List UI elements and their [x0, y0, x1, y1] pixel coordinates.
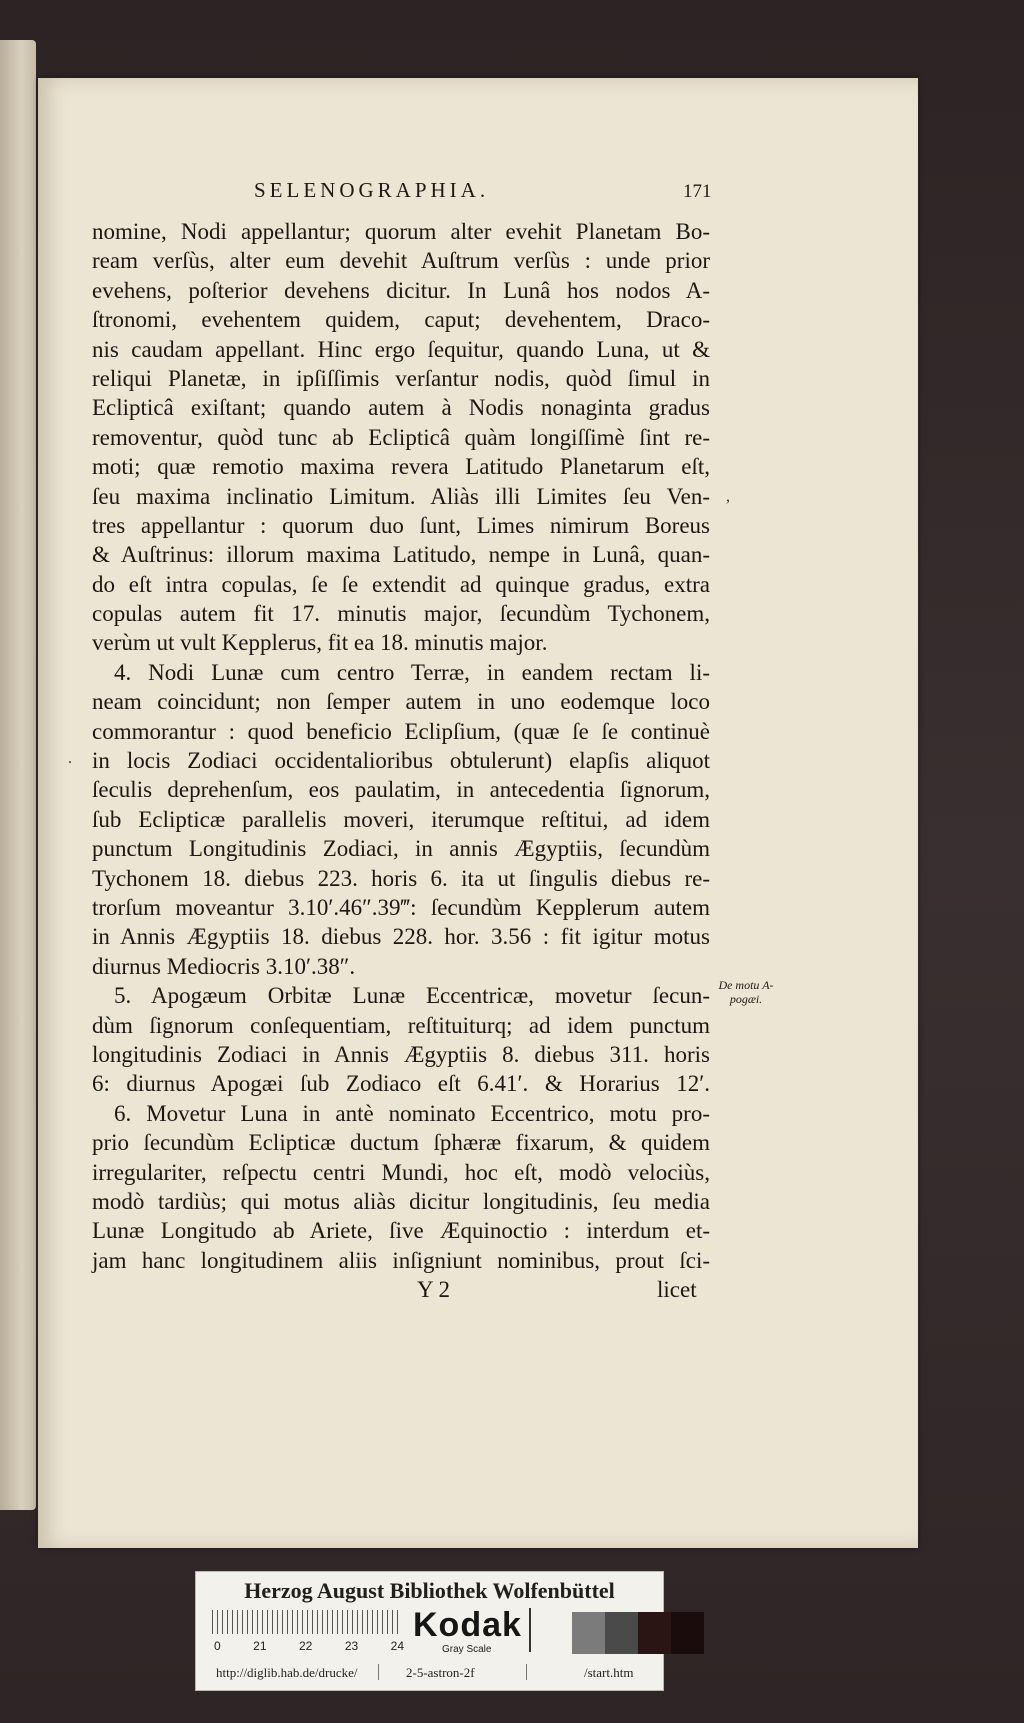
text-line: ſeculis deprehenſum, eos paulatim, in antecedentia ſignorum,: [92, 777, 710, 803]
text-line: ſeu maxima inclinatio Limitum. Aliàs illi Limites ſeu Ven-: [92, 483, 710, 509]
url-divider: [526, 1664, 527, 1680]
text-line: commorantur : quod beneficio Eclipſium, (quæ ſe ſe continuè: [92, 718, 710, 744]
text-line: Lunæ Longitudo ab Ariete, ſive Æquinoctio : interdum et-: [92, 1218, 710, 1244]
ruler-numbers: [214, 1639, 404, 1653]
kodak-logo: Kodak: [413, 1606, 522, 1644]
text-line: Eclipticâ exiſtant; quando autem à Nodis nonaginta gradus: [92, 395, 710, 421]
color-target-card: [195, 1571, 664, 1691]
text-line: evehens, poſterior devehens dicitur. In Lunâ hos nodos A-: [92, 277, 710, 303]
text-line: 6. Movetur Luna in antè nominato Eccentrico, motu pro-: [114, 1100, 710, 1126]
ruler-scale: [212, 1610, 400, 1634]
gray-swatch: [605, 1612, 638, 1654]
running-title: SELENOGRAPHIA.: [254, 178, 490, 202]
gray-scale-label: Gray Scale: [442, 1644, 492, 1655]
text-line: Tychonem 18. diebus 223. horis 6. ita ut ſingulis diebus re-: [92, 865, 710, 891]
marginal-note: De motu A-pogæi.: [718, 978, 774, 1006]
gray-swatches: [572, 1612, 704, 1654]
body-text: [92, 217, 710, 1304]
stray-mark: ,: [726, 488, 730, 505]
running-head: [0, 178, 1024, 208]
ruler-number: 0: [214, 1639, 221, 1653]
text-line: jam hanc longitudinem aliis inſigniunt nominibus, prout ſci-: [92, 1247, 710, 1273]
ruler-number: 23: [344, 1639, 359, 1653]
text-line: nis caudam appellant. Hinc ergo ſequitur, quando Luna, ut &: [92, 336, 710, 362]
text-line: & Auſtrinus: illorum maxima Latitudo, nempe in Lunâ, quan-: [92, 542, 710, 568]
catch-line: [92, 1275, 710, 1304]
text-line: verùm ut vult Kepplerus, fit ea 18. minutis major.: [92, 630, 548, 656]
gray-swatch: [572, 1612, 605, 1654]
text-line: removentur, quòd tunc ab Eclipticâ quàm longiſſimè ſint re-: [92, 424, 710, 450]
text-line: punctum Longitudinis Zodiaci, in annis Ægyptiis, ſecundùm: [92, 836, 710, 862]
catchword: licet: [657, 1277, 697, 1303]
text-line: reliqui Planetæ, in ipſiſſimis verſantur nodis, quòd ſimul in: [92, 365, 710, 391]
text-line: 5. Apogæum Orbitæ Lunæ Eccentricæ, movetur ſecun-: [114, 983, 710, 1009]
text-line: longitudinis Zodiaci in Annis Ægyptiis 8. diebus 311. horis: [92, 1041, 710, 1067]
stray-mark: .: [68, 750, 72, 767]
text-line: tres appellantur : quorum duo ſunt, Limes nimirum Boreus: [92, 512, 710, 538]
shelfmark: 2-5-astron-2f: [406, 1665, 475, 1680]
ruler-number: 21: [253, 1639, 267, 1653]
text-line: copulas autem fit 17. minutis major, ſecundùm Tychonem,: [92, 601, 710, 627]
text-line: modò tardiùs; qui motus aliàs dicitur longitudinis, ſeu media: [92, 1188, 710, 1214]
gray-swatch: [638, 1612, 671, 1654]
ruler-number: 24: [390, 1639, 404, 1653]
text-line: dùm ſignorum conſequentiam, reſtituiturq; ad idem punctum: [92, 1012, 710, 1038]
text-line: prio ſecundùm Eclipticæ ductum ſphæræ fixarum, & quidem: [92, 1130, 710, 1156]
text-line: 4. Nodi Lunæ cum centro Terræ, in eandem rectam li-: [114, 659, 710, 685]
text-line: in locis Zodiaci occidentalioribus obtulerunt) elapſis aliquot: [92, 748, 710, 774]
text-line: moti; quæ remotio maxima revera Latitudo Planetarum eſt,: [92, 454, 710, 480]
text-line: 6: diurnus Apogæi ſub Zodiaco eſt 6.41′. & Horarius 12′.: [92, 1071, 710, 1097]
text-line: do eſt intra copulas, ſe ſe extendit ad quinque gradus, extra: [92, 571, 710, 597]
card-divider: [529, 1608, 531, 1652]
ruler-number: 22: [298, 1639, 313, 1653]
text-line: neam coincidunt; non ſemper autem in uno eodemque loco: [92, 689, 710, 715]
gray-swatch: [671, 1612, 704, 1654]
url-divider: [378, 1664, 379, 1680]
signature-mark: Y 2: [417, 1277, 451, 1303]
library-name: Herzog August Bibliothek Wolfenbüttel: [244, 1578, 615, 1603]
text-line: diurnus Mediocris 3.10′.38″.: [92, 953, 356, 979]
page-number: 171: [683, 181, 712, 202]
text-line: ream verſùs, alter eum devehit Auſtrum verſùs : unde prior: [92, 248, 710, 274]
text-line: in Annis Ægyptiis 18. diebus 228. hor. 3.56 : fit igitur motus: [92, 924, 710, 950]
digital-library-link[interactable]: http://diglib.hab.de/drucke/: [216, 1665, 358, 1680]
facing-page-edge: [0, 40, 36, 1510]
text-line: ſtronomi, evehentem quidem, caput; devehentem, Draco-: [92, 307, 710, 333]
start-link[interactable]: /start.htm: [584, 1665, 634, 1680]
text-line: trorſum moveantur 3.10′.46″.39‴: ſecundùm Kepplerum autem: [92, 894, 710, 920]
text-line: ſub Eclipticæ parallelis moveri, iterumque reſtitui, ad idem: [92, 806, 710, 832]
text-line: irregulariter, reſpectu centri Mundi, hoc eſt, modò velociùs,: [92, 1159, 710, 1185]
text-line: nomine, Nodi appellantur; quorum alter evehit Planetam Bo-: [92, 219, 710, 244]
